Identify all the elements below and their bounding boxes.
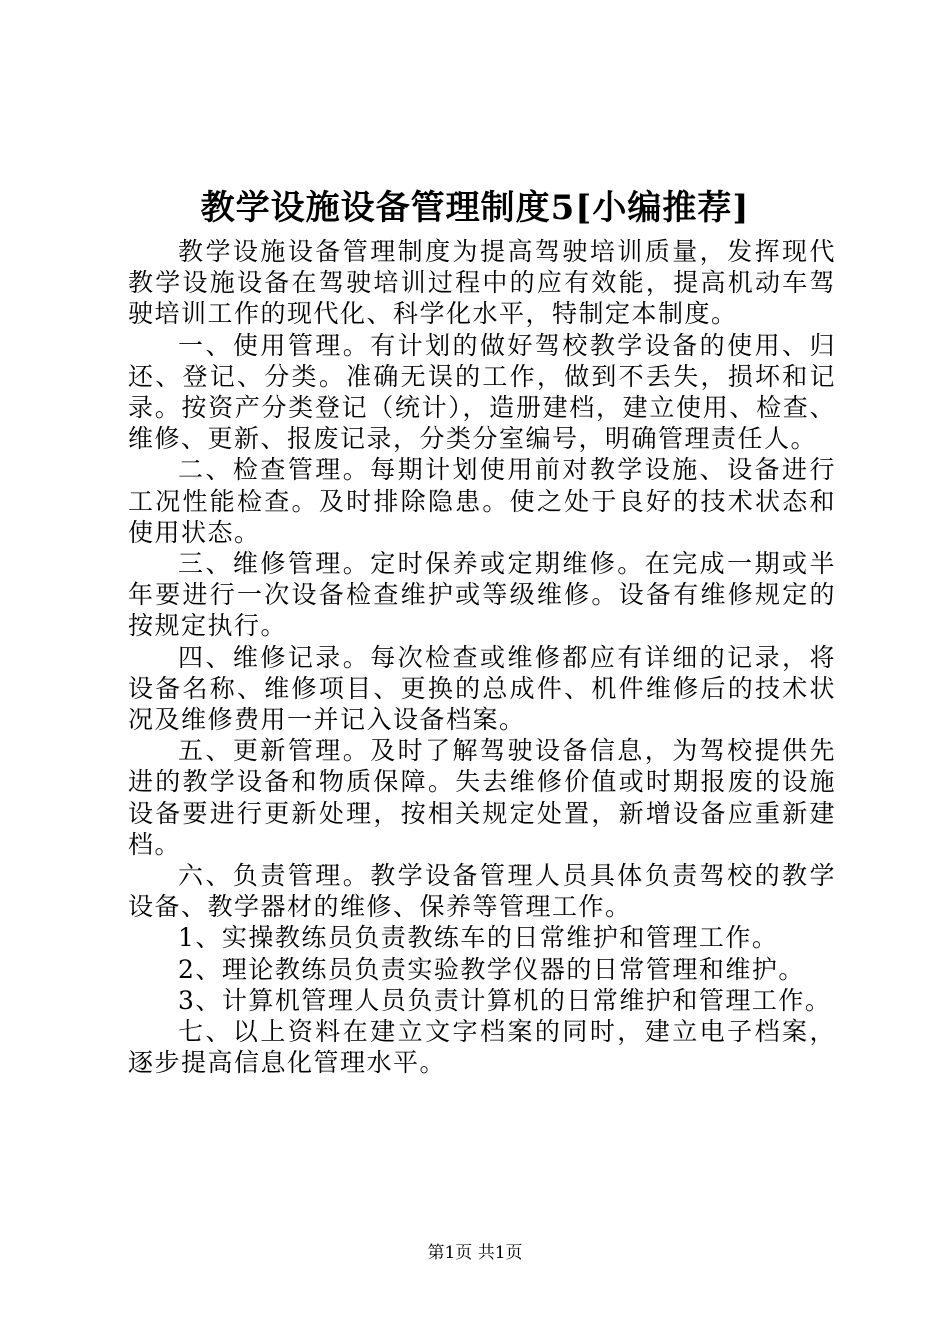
document-body	[128, 236, 836, 1078]
paragraph-update-management: 五、更新管理。及时了解驾驶设备信息，为驾校提供先进的教学设备和物质保障。失去维修价值或时期报废的设施设备要进行更新处理，按相关规定处置，新增设备应重新建档。	[128, 736, 836, 859]
paragraph-intro: 教学设施设备管理制度为提高驾驶培训质量，发挥现代教学设施设备在驾驶培训过程中的应有效能，提高机动车驾驶培训工作的现代化、科学化水平，特制定本制度。	[128, 237, 836, 329]
paragraph-electronic-archives: 七、以上资料在建立文字档案的同时，建立电子档案，逐步提高信息化管理水平。	[128, 1017, 836, 1078]
paragraph-responsibility-management: 六、负责管理。教学设备管理人员具体负责驾校的教学设备、教学器材的维修、保养等管理工作。	[128, 861, 836, 922]
paragraph-maintenance-records: 四、维修记录。每次检查或维修都应有详细的记录，将设备名称、维修项目、更换的总成件、机件维修后的技术状况及维修费用一并记入设备档案。	[128, 642, 836, 735]
list-item-practical-instructors: 1、实操教练员负责教练车的日常维护和管理工作。	[178, 923, 779, 953]
paragraph-usage-management: 一、使用管理。有计划的做好驾校教学设备的使用、归还、登记、分类。准确无误的工作，做到不丢失，损坏和记录。按资产分类登记（统计），造册建档，建立使用、检查、维修、更新、报废记录，分类分室编号，明确管理责任人。	[128, 330, 836, 454]
list-item-theory-instructors: 2、理论教练员负责实验教学仪器的日常管理和维护。	[178, 954, 805, 984]
list-item-computer-staff: 3、计算机管理人员负责计算机的日常维护和管理工作。	[178, 985, 832, 1015]
paragraph-inspection-management: 二、检查管理。每期计划使用前对教学设施、设备进行工况性能检查。及时排除隐患。使之处于良好的技术状态和使用状态。	[128, 455, 836, 547]
page-number-footer: 第1页 共1页	[427, 1243, 523, 1263]
paragraph-maintenance-management: 三、维修管理。定时保养或定期维修。在完成一期或半年要进行一次设备检查维护或等级维修。设备有维修规定的按规定执行。	[128, 549, 836, 641]
document-title: 教学设施设备管理制度5[小编推荐]	[200, 188, 750, 228]
